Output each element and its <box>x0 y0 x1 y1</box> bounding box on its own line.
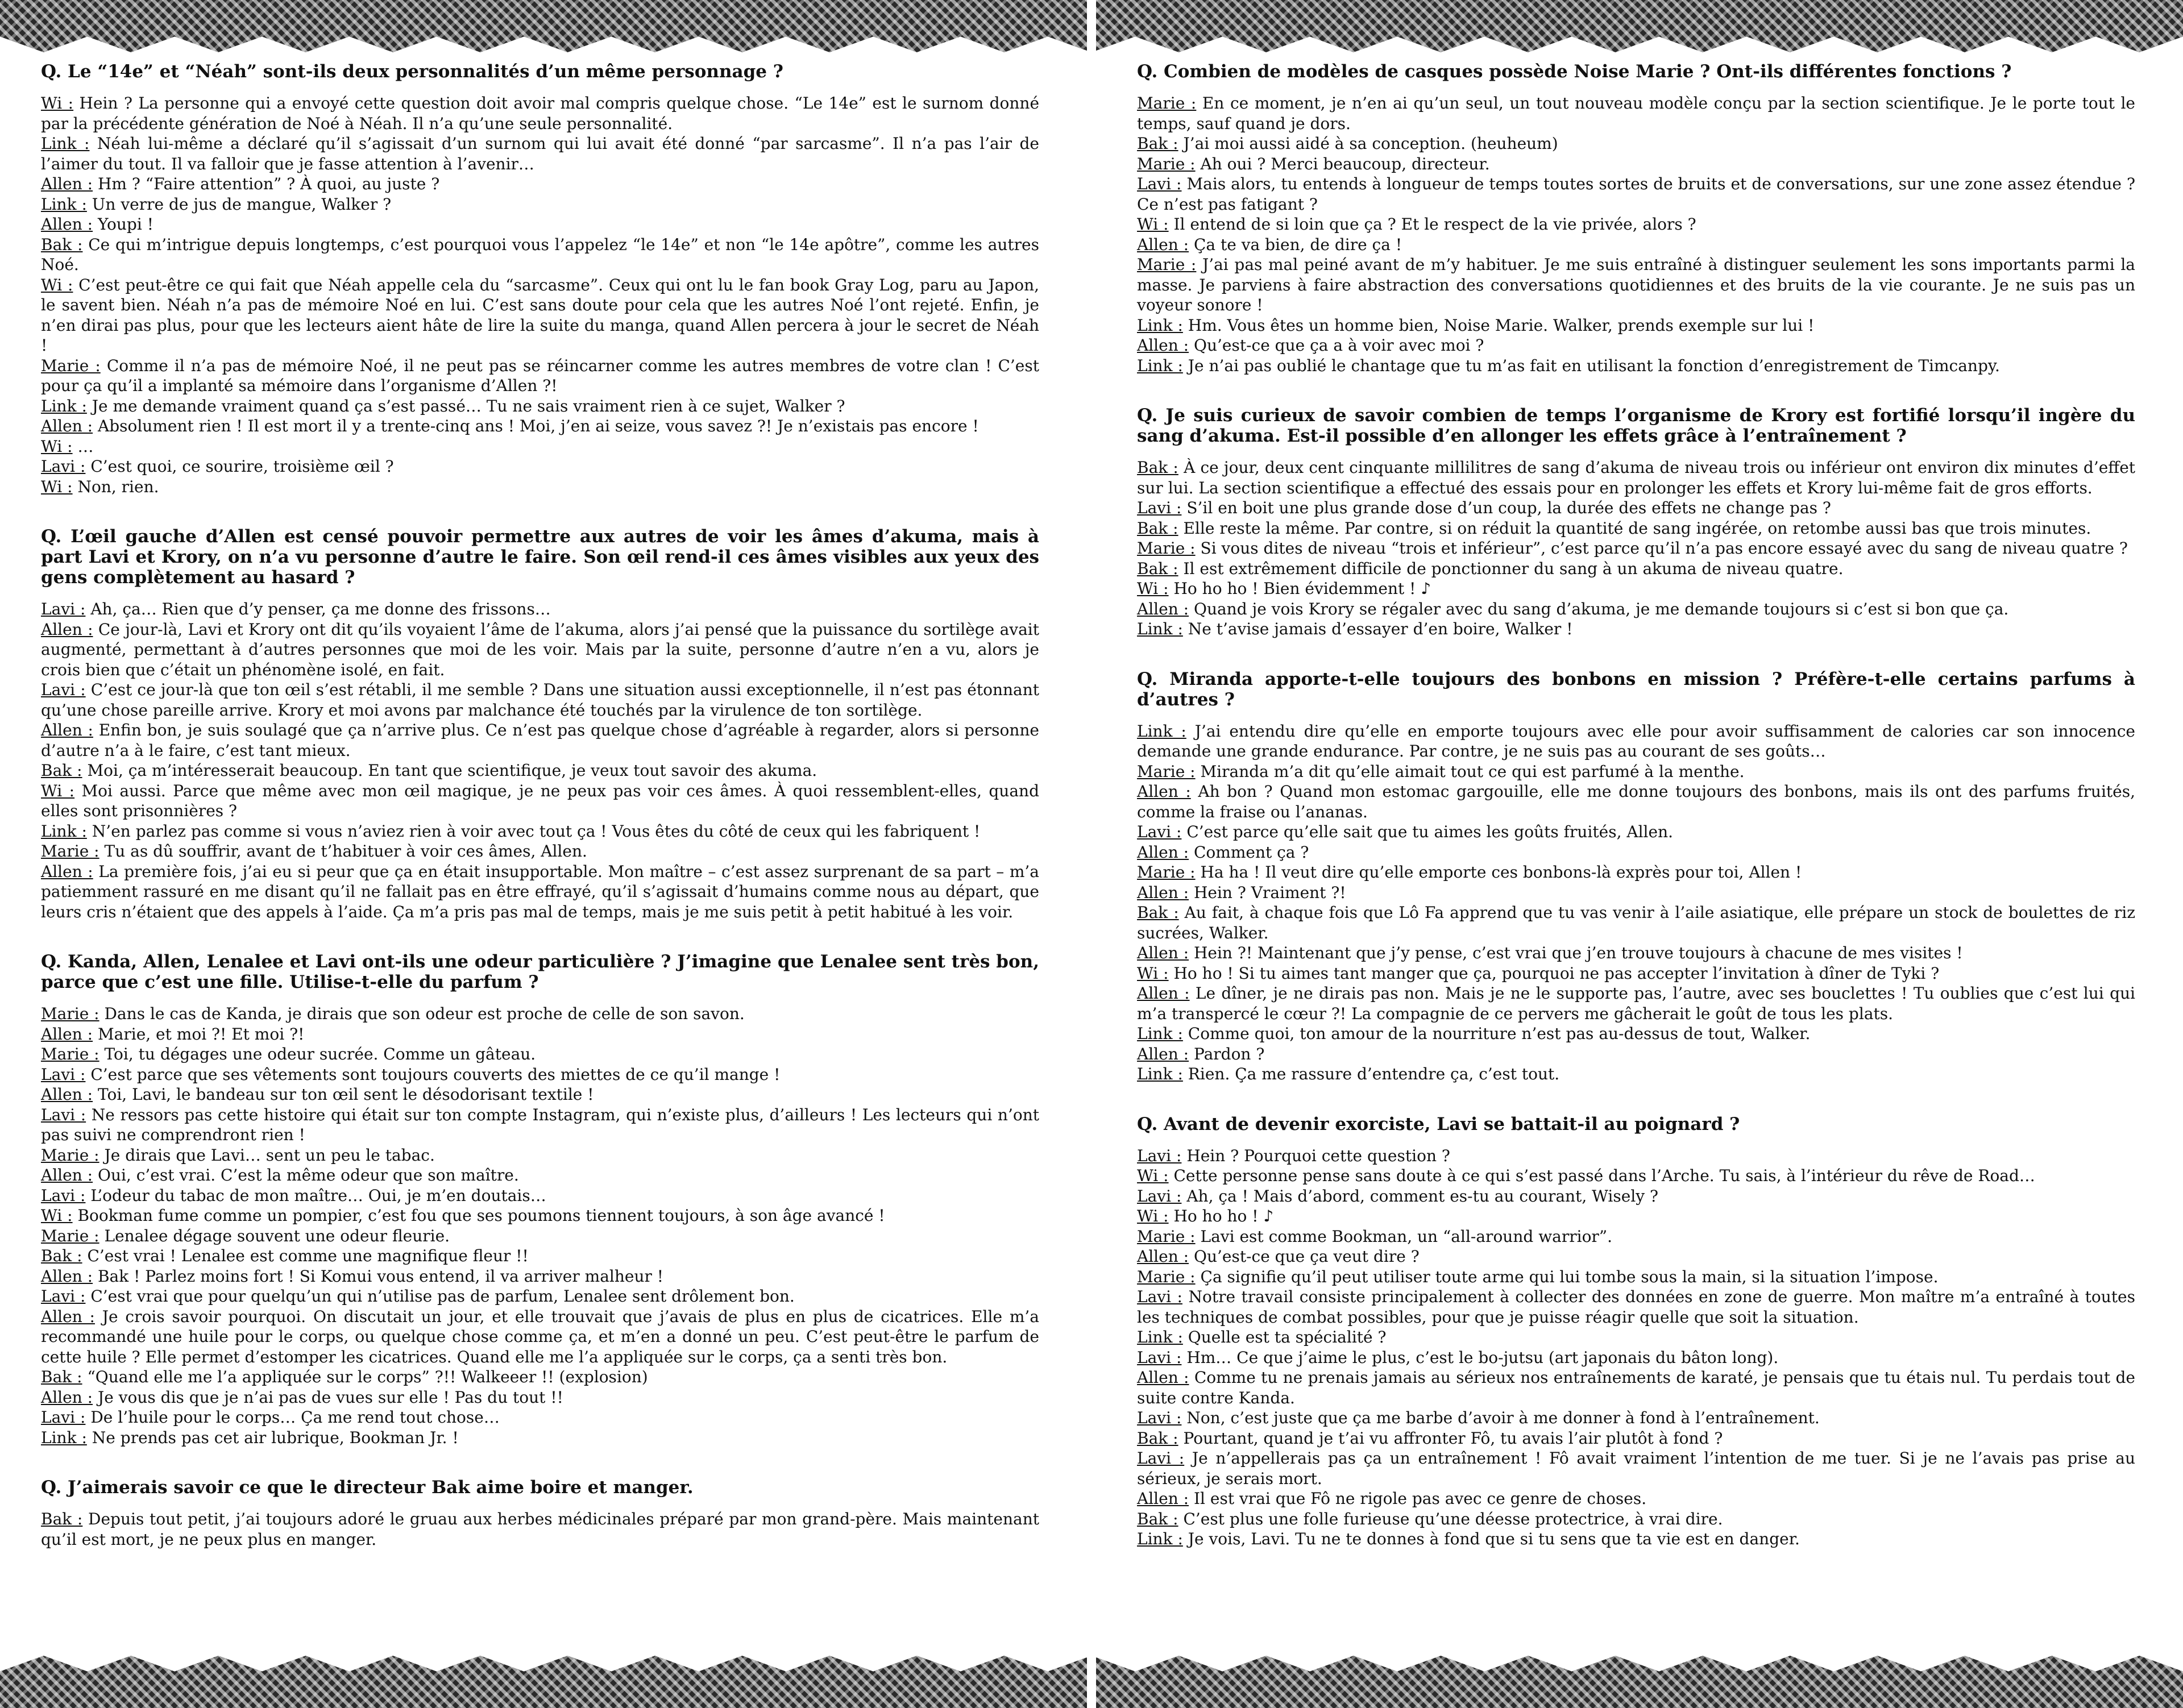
dialogue-line <box>41 1186 1039 1206</box>
speaker-name: Allen : <box>41 174 93 193</box>
speaker-name: Bak : <box>41 1246 82 1265</box>
dialogue-line <box>41 1428 1039 1448</box>
dialogue-line <box>1137 579 2135 599</box>
speaker-name: Wi : <box>1137 1166 1169 1185</box>
left-column <box>41 61 1039 1579</box>
speaker-name: Lavi : <box>1137 498 1182 517</box>
speaker-name: Marie : <box>1137 255 1197 274</box>
dialogue-text: Je me demande vraiment quand ça s’est passé… Tu ne sais vraiment rien à ce sujet, Walker ? <box>92 396 845 415</box>
dialogue-line <box>41 235 1039 275</box>
dialogue-line <box>1137 903 2135 943</box>
dialogue-line <box>1137 134 2135 154</box>
speaker-name: Marie : <box>41 1226 99 1245</box>
dialogue-line <box>41 781 1039 821</box>
dialogue-line <box>41 1105 1039 1145</box>
dialogue-text: Je dirais que Lavi… sent un peu le tabac. <box>104 1145 435 1165</box>
dialogue-text: Tu as dû souffrir, avant de t’habituer à voir ces âmes, Allen. <box>104 842 587 861</box>
speaker-name: Link : <box>41 1428 87 1447</box>
dialogue-line <box>1137 883 2135 903</box>
speaker-name: Marie : <box>1137 863 1196 882</box>
dialogue-text: Hm… Ce que j’aime le plus, c’est le bo-jutsu (art japonais du bâton long). <box>1186 1348 1779 1367</box>
speaker-name: Lavi : <box>41 680 86 699</box>
speaker-name: Lavi : <box>41 1287 86 1306</box>
speaker-name: Bak : <box>1137 458 1178 477</box>
speaker-name: Lavi : <box>1137 1449 1185 1468</box>
dialogue-line <box>41 599 1039 620</box>
dialogue-text: Quelle est ta spécialité ? <box>1188 1328 1387 1347</box>
dialogue-line <box>1137 1509 2135 1530</box>
speaker-name: Marie : <box>1137 1227 1196 1246</box>
dialogue-text: C’est vrai ! Lenalee est comme une magnifique fleur !! <box>87 1246 529 1265</box>
dialogue-line <box>41 680 1039 720</box>
dialogue-text: Rien. Ça me rassure d’entendre ça, c’est tout. <box>1188 1065 1560 1083</box>
dialogue-text: N’en parlez pas comme si vous n’aviez rien à voir avec tout ça ! Vous êtes du côté de ceux qui les fabriquent ! <box>92 821 981 841</box>
speaker-name: Allen : <box>1137 336 1189 355</box>
speaker-name: Link : <box>1137 721 1186 741</box>
speaker-name: Wi : <box>1137 579 1169 598</box>
dialogue-line <box>41 1206 1039 1226</box>
dialogue-line <box>41 396 1039 417</box>
dialogue-line <box>1137 963 2135 984</box>
dialogue-line <box>1137 1246 2135 1267</box>
dialogue-line <box>41 1266 1039 1287</box>
dialogue-text: Ho ho ho ! Bien évidemment ! ♪ <box>1173 579 1431 598</box>
qa-block <box>1137 405 2135 639</box>
speaker-name: Allen : <box>1137 842 1189 862</box>
dialogue-line <box>41 275 1039 356</box>
dialogue-line <box>41 1246 1039 1266</box>
dialogue-text: Si vous dites de niveau “trois et inférieur”, c’est parce qu’il n’a pas encore essayé avec du sang de niveau quatre ? <box>1200 539 2128 558</box>
speaker-name: Lavi : <box>1137 822 1182 841</box>
qa-block <box>1137 61 2135 376</box>
dialogue-text: Enfin bon, je suis soulagé que ça n’arrive plus. Ce n’est pas quelque chose d’agréable à regarder, alors si personne d’autre n’a à le faire, c’est tant mieux. <box>41 721 1040 760</box>
dialogue-text: C’est vrai que pour quelqu’un qui n’utilise pas de parfum, Lenalee sent drôlement bon. <box>90 1287 795 1306</box>
dialogue-text: Notre travail consiste principalement à collecter des données en zone de guerre. Mon maître m’a entraîné à toutes les techniques de combat possibles, pour que je puisse réagir quelle que soit la situation. <box>1137 1287 2135 1327</box>
speaker-name: Allen : <box>41 620 93 639</box>
dialogue-text: À ce jour, deux cent cinquante millilitres de sang d’akuma de niveau trois ou inférieur ont environ dix minutes d’effet sur lui. La section scientifique a effectué des essais pour en prolonger les effets et Krory lui-même fait de gros efforts. <box>1137 458 2136 497</box>
dialogue-text: En ce moment, je n’en ai qu’un seul, un tout nouveau modèle conçu par la section scientifique. Je le porte tout le temps, sauf quand je dors. <box>1137 94 2135 133</box>
question-heading: Q. Combien de modèles de casques possède Noise Marie ? Ont-ils différentes fonctions ? <box>1137 61 2012 82</box>
dialogue-text: Au fait, à chaque fois que Lô Fa apprend que tu vas venir à l’aile asiatique, elle prépare un stock de boulettes de riz sucrées, Walker. <box>1137 903 2135 942</box>
page-gutter <box>1087 0 1096 1708</box>
dialogue-line <box>41 720 1039 761</box>
dialogue-line <box>41 1407 1039 1428</box>
speaker-name: Marie : <box>1137 1267 1196 1286</box>
dialogue-text: Ne t’avise jamais d’essayer d’en boire, Walker ! <box>1188 620 1573 638</box>
dialogue-line <box>41 174 1039 194</box>
dialogue-line <box>1137 721 2135 762</box>
dialogue-line <box>1137 538 2135 559</box>
speaker-name: Allen : <box>1137 599 1189 618</box>
dialogue-line <box>41 356 1039 396</box>
dialogue-text: Hein ? Pourquoi cette question ? <box>1186 1146 1450 1165</box>
speaker-name: Allen : <box>41 1266 93 1286</box>
dialogue-line <box>1137 943 2135 963</box>
speaker-name: Marie : <box>1137 762 1196 781</box>
dialogue-text: Moi aussi. Parce que même avec mon œil magique, je ne peux pas voir ces âmes. À quoi ressemblent-elles, quand elles sont prisonnières ? <box>41 781 1039 820</box>
dialogue-text: Ah, ça… Rien que d’y penser, ça me donne des frissons… <box>90 600 551 618</box>
speaker-name: Bak : <box>1137 1428 1178 1448</box>
dialogue-line <box>41 437 1039 457</box>
speaker-name: Allen : <box>41 1387 93 1407</box>
dialogue-line <box>1137 1448 2135 1489</box>
dialogue-line <box>41 456 1039 477</box>
speaker-name: Link : <box>41 194 87 214</box>
speaker-name: Marie : <box>41 1145 99 1165</box>
speaker-name: Link : <box>41 821 87 841</box>
dialogue-text: S’il en boit une plus grande dose d’un coup, la durée des effets ne change pas ? <box>1186 498 1831 517</box>
speaker-name: Bak : <box>1137 134 1178 153</box>
dialogue-line <box>41 1044 1039 1065</box>
dialogue-line <box>41 821 1039 842</box>
dialogue-line <box>1137 1146 2135 1166</box>
speaker-name: Link : <box>1137 1065 1183 1083</box>
dialogue-text: Elle reste la même. Par contre, si on réduit la quantité de sang ingérée, on retombe aussi bas que trois minutes. <box>1183 518 2091 538</box>
dialogue-text: Hein ? La personne qui a envoyé cette question doit avoir mal compris quelque chose. “Le 14e” est le surnom donné par la précédente génération de Noé à Néah. Il n’a qu’une seule personnalité. <box>41 94 1040 133</box>
dialogue-line <box>1137 1064 2135 1084</box>
speaker-name: Lavi : <box>1137 1146 1182 1165</box>
dialogue-text: Ne ressors pas cette histoire qui était sur ton compte Instagram, qui n’existe plus, d’ailleurs ! Les lecteurs qui n’ont pas suivi ne comprendront rien ! <box>41 1105 1039 1144</box>
dialogue-line <box>1137 782 2135 822</box>
qa-block <box>41 61 1039 497</box>
dialogue-text: Ho ho ho ! ♪ <box>1173 1207 1274 1225</box>
qa-block <box>41 526 1039 922</box>
dialogue-line <box>1137 1489 2135 1509</box>
dialogue-text: Depuis tout petit, j’ai toujours adoré le gruau aux herbes médicinales préparé par mon grand-père. Mais maintenant qu’il est mort, je ne peux plus en manger. <box>41 1510 1039 1549</box>
dialogue-line <box>1137 518 2135 539</box>
dialogue-text: Je n’appellerais pas ça un entraînement ! Fô avait vraiment l’intention de me tuer. Si je ne l’avais pas prise au sérieux, je serais mort. <box>1137 1449 2135 1488</box>
dialogue-line <box>1137 1327 2135 1348</box>
dialogue-text: Lavi est comme Bookman, un “all-around warrior”. <box>1200 1227 1613 1246</box>
dialogue-line <box>41 477 1039 497</box>
speaker-name: Lavi : <box>1137 1287 1182 1306</box>
speaker-name: Allen : <box>41 417 93 435</box>
speaker-name: Allen : <box>41 1307 95 1326</box>
qa-block <box>1137 1114 2135 1549</box>
speaker-name: Allen : <box>41 215 93 234</box>
speaker-name: Marie : <box>41 1004 99 1023</box>
dialogue-line <box>1137 1227 2135 1247</box>
dialogue-line <box>1137 154 2135 174</box>
dialogue-line <box>1137 1368 2135 1408</box>
dialogue-line <box>1137 458 2135 498</box>
speaker-name: Lavi : <box>1137 1408 1182 1427</box>
dialogue-text: Ça te va bien, de dire ça ! <box>1193 235 1402 254</box>
speaker-name: Allen : <box>1137 944 1189 962</box>
dialogue-text: Il est vrai que Fô ne rigole pas avec ce genre de choses. <box>1193 1489 1647 1508</box>
dialogue-line <box>41 1367 1039 1387</box>
dialogue-line <box>1137 1267 2135 1287</box>
question-heading: Q. L’œil gauche d’Allen est censé pouvoir permettre aux autres de voir les âmes d’akuma, mais à part Lavi et Krory, on n’a vu personne d’autre le faire. Son œil rend-il ces âmes visibles aux yeux des gens complètement au hasard ? <box>41 526 1039 588</box>
dialogue-text: Ça signifie qu’il peut utiliser toute arme qui lui tombe sous la main, si la situation l’impose. <box>1200 1267 1939 1286</box>
dialogue-line <box>1137 235 2135 255</box>
speaker-name: Marie : <box>1137 539 1196 558</box>
dialogue-text: C’est parce que ses vêtements sont toujours couverts des miettes de ce qu’il mange ! <box>90 1065 781 1084</box>
dialogue-line <box>1137 498 2135 518</box>
dialogue-line <box>1137 1348 2135 1368</box>
dialogue-line <box>41 1084 1039 1105</box>
speaker-name: Allen : <box>1137 883 1189 902</box>
dialogue-text: Comme il n’a pas de mémoire Noé, il ne peut pas se réincarner comme les autres membres de votre clan ! C’est pour ça qu’il a implanté sa mémoire dans l’organisme d’Allen ?! <box>41 356 1039 395</box>
dialogue-text: Qu’est-ce que ça veut dire ? <box>1193 1247 1420 1266</box>
speaker-name: Allen : <box>1137 1044 1189 1063</box>
speaker-name: Lavi : <box>1137 1186 1182 1206</box>
speaker-name: Allen : <box>1137 235 1189 254</box>
dialogue-line <box>1137 822 2135 842</box>
dialogue-text: Non, rien. <box>77 477 159 496</box>
speaker-name: Marie : <box>41 842 99 861</box>
speaker-name: Marie : <box>1137 154 1196 173</box>
dialogue-line <box>1137 599 2135 620</box>
dialogue-line <box>41 214 1039 235</box>
dialogue-line <box>1137 1428 2135 1449</box>
dialogue-text: Il entend de si loin que ça ? Et le respect de la vie privée, alors ? <box>1173 215 1696 234</box>
speaker-name: Allen : <box>1137 1247 1189 1266</box>
dialogue-line <box>41 620 1039 680</box>
dialogue-text: Marie, et moi ?! Et moi ?! <box>97 1024 305 1044</box>
speaker-name: Bak : <box>41 1368 82 1386</box>
dialogue-text: L’odeur du tabac de mon maître… Oui, je m’en doutais… <box>90 1186 546 1205</box>
dialogue-text: Je vous dis que je n’ai pas de vues sur elle ! Pas du tout !! <box>97 1387 563 1407</box>
speaker-name: Link : <box>1137 1328 1183 1347</box>
speaker-name: Allen : <box>1137 782 1191 801</box>
speaker-name: Allen : <box>1137 1489 1189 1508</box>
dialogue-text: C’est peut-être ce qui fait que Néah appelle cela du “sarcasme”. Ceux qui ont lu le fan book Gray Log, paru au Japon, le savent bien. Néah n’a pas de mémoire Noé en lui. C’est sans doute pour cela que les autres Noé l’ont rejeté. Enfin, je n’en dirai pas plus, pour que les lecteurs aient hâte de lire la suite du manga, quand Allen percera à jour le secret de Néah ! <box>41 275 1040 355</box>
speaker-name: Lavi : <box>41 1186 86 1205</box>
dialogue-line <box>41 761 1039 781</box>
dialogue-line <box>1137 983 2135 1024</box>
speaker-name: Bak : <box>41 235 83 254</box>
dialogue-text: Non, c’est juste que ça me barbe d’avoir à me donner à fond à l’entraînement. <box>1186 1408 1820 1427</box>
question-heading: Q. Miranda apporte-t-elle toujours des bonbons en mission ? Préfère-t-elle certains parfums à d’autres ? <box>1137 668 2135 710</box>
question-heading: Q. Avant de devenir exorciste, Lavi se battait-il au poignard ? <box>1137 1113 1740 1134</box>
speaker-name: Bak : <box>1137 1509 1178 1528</box>
dialogue-line <box>41 1286 1039 1307</box>
speaker-name: Allen : <box>41 1085 93 1104</box>
dialogue-text: Mais alors, tu entends à longueur de temps toutes sortes de bruits et de conversations, sur une zone assez étendue ? Ce n’est pas fatigant ? <box>1137 174 2135 214</box>
dialogue-line <box>41 1387 1039 1408</box>
speaker-name: Bak : <box>1137 518 1178 538</box>
dialogue-text: Absolument rien ! Il est mort il y a trente-cinq ans ! Moi, j’en ai seize, vous savez ?! Je n’existais pas encore ! <box>97 417 979 435</box>
speaker-name: Lavi : <box>41 600 86 618</box>
dialogue-line <box>1137 1186 2135 1207</box>
speaker-name: Link : <box>1137 1024 1183 1043</box>
speaker-name: Lavi : <box>41 1408 86 1427</box>
dialogue-text: Ce qui m’intrigue depuis longtemps, c’est pourquoi vous l’appelez “le 14e” et non “le 14e apôtre”, comme les autres Noé. <box>41 235 1039 274</box>
speaker-name: Link : <box>41 134 90 153</box>
speaker-name: Wi : <box>41 781 75 800</box>
speaker-name: Allen : <box>41 721 93 739</box>
dialogue-line <box>1137 1024 2135 1044</box>
speaker-name: Lavi : <box>1137 174 1182 193</box>
dialogue-text: Toi, tu dégages une odeur sucrée. Comme un gâteau. <box>104 1045 536 1063</box>
qa-block <box>1137 669 2135 1084</box>
dialogue-line <box>1137 255 2135 315</box>
question-heading: Q. Kanda, Allen, Lenalee et Lavi ont-ils une odeur particulière ? J’imagine que Lenalee sent très bon, parce que c’est une fille. Utilise-t-elle du parfum ? <box>41 951 1039 992</box>
dialogue-text: Je vois, Lavi. Tu ne te donnes à fond que si tu sens que ta vie est en danger. <box>1188 1530 1800 1548</box>
qa-block <box>41 1477 1039 1549</box>
dialogue-text: C’est quoi, ce sourire, troisième œil ? <box>90 457 394 476</box>
dialogue-line <box>1137 1287 2135 1327</box>
dialogue-line <box>1137 356 2135 376</box>
dialogue-line <box>41 93 1039 134</box>
speaker-name: Wi : <box>1137 963 1169 983</box>
dialogue-text: … <box>77 437 94 456</box>
dialogue-text: Bak ! Parlez moins fort ! Si Komui vous entend, il va arriver malheur ! <box>97 1266 664 1286</box>
dialogue-line <box>1137 315 2135 336</box>
dialogue-line <box>41 134 1039 174</box>
dialogue-text: Ce jour-là, Lavi et Krory ont dit qu’ils voyaient l’âme de l’akuma, alors j’ai pensé que la puissance du sortilège avait augmenté, permettant à d’autres personnes que moi de les voir. Mais par la suite, personne d’autre n’en a vu, alors je crois bien que c’était un phénomène isolé, en fait. <box>41 620 1040 679</box>
dialogue-line <box>41 194 1039 215</box>
dialogue-line <box>1137 619 2135 639</box>
speaker-name: Bak : <box>41 761 82 780</box>
dialogue-line <box>41 1509 1039 1549</box>
speaker-name: Link : <box>1137 1530 1183 1548</box>
dialogue-text: C’est parce qu’elle sait que tu aimes les goûts fruités, Allen. <box>1186 822 1674 841</box>
dialogue-text: Comme tu ne prenais jamais au sérieux nos entraînements de karaté, je pensais que tu étais nul. Tu perdais tout de suite contre Kanda. <box>1137 1368 2136 1407</box>
dialogue-text: Hm ? “Faire attention” ? À quoi, au juste ? <box>97 174 440 193</box>
dialogue-line <box>1137 559 2135 579</box>
dialogue-line <box>1137 1408 2135 1428</box>
dialogue-line <box>1137 762 2135 782</box>
dialogue-text: Ah oui ? Merci beaucoup, directeur. <box>1200 154 1490 173</box>
dialogue-text: Toi, Lavi, le bandeau sur ton œil sent le désodorisant textile ! <box>97 1085 594 1104</box>
speaker-name: Wi : <box>41 94 74 113</box>
speaker-name: Lavi : <box>41 457 86 476</box>
dialogue-text: Comment ça ? <box>1193 842 1309 862</box>
dialogue-text: La première fois, j’ai eu si peur que ça en était insupportable. Mon maître – c’est assez surprenant de sa part – m’a patiemment rassuré en me disant qu’il ne fallait pas en être effrayé, qu’il s’agissait d’humains comme nous au départ, que leurs cris n’étaient que des appels à l’aide. Ça m’a pris pas mal de temps, mais je me suis petit à petit habitué à les voir. <box>41 862 1039 921</box>
speaker-name: Link : <box>1137 356 1183 375</box>
dialogue-line <box>41 1024 1039 1045</box>
dialogue-line <box>1137 93 2135 134</box>
speaker-name: Wi : <box>41 477 73 496</box>
dialogue-text: Lenalee dégage souvent une odeur fleurie. <box>104 1226 450 1245</box>
dialogue-text: Je n’ai pas oublié le chantage que tu m’as fait en utilisant la fonction d’enregistrement de Timcanpy. <box>1188 356 2000 375</box>
speaker-name: Marie : <box>1137 94 1197 113</box>
dialogue-line <box>41 1065 1039 1085</box>
speaker-name: Allen : <box>41 1024 93 1044</box>
dialogue-line <box>1137 335 2135 356</box>
speaker-name: Link : <box>1137 620 1183 638</box>
question-heading: Q. J’aimerais savoir ce que le directeur Bak aime boire et manger. <box>41 1477 694 1498</box>
dialogue-line <box>41 1307 1039 1368</box>
dialogue-line <box>1137 1166 2135 1186</box>
speaker-name: Wi : <box>1137 1207 1169 1225</box>
dialogue-line <box>1137 174 2135 214</box>
speaker-name: Link : <box>41 396 87 415</box>
dialogue-text: Ha ha ! Il veut dire qu’elle emporte ces bonbons-là exprès pour toi, Allen ! <box>1200 863 1802 882</box>
speaker-name: Lavi : <box>41 1105 86 1124</box>
dialogue-text: Cette personne pense sans doute à ce qui s’est passé dans l’Arche. Tu sais, à l’intérieur du rêve de Road… <box>1173 1166 2035 1185</box>
dialogue-text: Ah bon ? Quand mon estomac gargouille, elle me donne toujours des bonbons, mais ils ont des parfums fruités, comme la fraise ou l’ananas. <box>1137 782 2135 821</box>
speaker-name: Marie : <box>41 356 101 375</box>
dialogue-text: Un verre de jus de mangue, Walker ? <box>92 194 392 214</box>
dialogue-text: Oui, c’est vrai. C’est la même odeur que son maître. <box>97 1166 519 1185</box>
dialogue-text: Hm. Vous êtes un homme bien, Noise Marie. Walker, prends exemple sur lui ! <box>1188 315 1815 335</box>
dialogue-line <box>41 1226 1039 1246</box>
dialogue-line <box>41 1145 1039 1166</box>
dialogue-line <box>41 1004 1039 1024</box>
dialogue-text: Qu’est-ce que ça a à voir avec moi ? <box>1193 336 1484 355</box>
speaker-name: Bak : <box>1137 559 1178 578</box>
dialogue-line <box>41 1165 1039 1186</box>
dialogue-text: Miranda m’a dit qu’elle aimait tout ce qui est parfumé à la menthe. <box>1200 762 1745 781</box>
dialogue-text: Youpi ! <box>97 215 153 234</box>
dialogue-text: Ho ho ! Si tu aimes tant manger que ça, pourquoi ne pas accepter l’invitation à dîner de Tyki ? <box>1173 963 1940 983</box>
dialogue-line <box>1137 1206 2135 1227</box>
speaker-name: Wi : <box>1137 215 1169 234</box>
dialogue-line <box>41 841 1039 862</box>
dialogue-text: J’ai entendu dire qu’elle en emporte toujours avec elle pour avoir suffisamment de calories car son innocence demande une grande endurance. Par contre, je ne suis pas au courant de ses goûts… <box>1137 721 2135 761</box>
dialogue-line <box>1137 862 2135 883</box>
dialogue-text: Il est extrêmement difficile de ponctionner du sang à un akuma de niveau quatre. <box>1183 559 1844 578</box>
dialogue-line <box>41 862 1039 922</box>
dialogue-text: J’ai pas mal peiné avant de m’y habituer. Je me suis entraîné à distinguer seulement les sons importants parmi la masse. Je parviens à faire abstraction des conversations quotidiennes et des bruits de la vie courante. Je ne suis pas un voyeur sonore ! <box>1137 255 2135 314</box>
speaker-name: Allen : <box>41 862 93 881</box>
question-heading: Q. Le “14e” et “Néah” sont-ils deux personnalités d’un même personnage ? <box>41 61 783 82</box>
dialogue-text: Hein ? Vraiment ?! <box>1193 883 1346 902</box>
speaker-name: Wi : <box>41 437 73 456</box>
question-heading: Q. Je suis curieux de savoir combien de temps l’organisme de Krory est fortifié lorsqu’il ingère du sang d’akuma. Est-il possible d’en allonger les effets grâce à l’entraînement ? <box>1137 405 2135 446</box>
speaker-name: Lavi : <box>41 1065 86 1084</box>
dialogue-text: C’est ce jour-là que ton œil s’est rétabli, il me semble ? Dans une situation aussi exceptionnelle, il n’est pas étonnant qu’une chose pareille arrive. Krory et moi avons par malchance été touchés par la virulence de ton sortilège. <box>41 680 1039 720</box>
speaker-name: Bak : <box>41 1510 83 1528</box>
dialogue-text: Comme quoi, ton amour de la nourriture n’est pas au-dessus de tout, Walker. <box>1188 1024 1811 1043</box>
right-column <box>1137 61 2135 1579</box>
speaker-name: Lavi : <box>1137 1348 1182 1367</box>
dialogue-text: De l’huile pour le corps… Ça me rend tout chose… <box>90 1408 500 1427</box>
speaker-name: Wi : <box>41 1206 73 1225</box>
dialogue-text: “Quand elle me l’a appliquée sur le corps” ?!! Walkeeer !! (explosion) <box>87 1368 648 1386</box>
speaker-name: Allen : <box>1137 984 1190 1003</box>
dialogue-line <box>1137 214 2135 235</box>
dialogue-text: Pourtant, quand je t’ai vu affronter Fô, tu avais l’air plutôt à fond ? <box>1183 1428 1723 1448</box>
dialogue-text: Quand je vois Krory se régaler avec du sang d’akuma, je me demande toujours si c’est si bon que ça. <box>1193 599 2009 618</box>
dialogue-text: Hein ?! Maintenant que j’y pense, c’est vrai que j’en trouve toujours à chacune de mes visites ! <box>1193 944 1963 962</box>
speaker-name: Wi : <box>41 275 73 294</box>
speaker-name: Link : <box>1137 315 1183 335</box>
dialogue-text: Dans le cas de Kanda, je dirais que son odeur est proche de celle de son savon. <box>104 1004 745 1023</box>
qa-block <box>41 951 1039 1448</box>
dialogue-text: Je crois savoir pourquoi. On discutait un jour, et elle trouvait que j’avais de plus en plus de cicatrices. Elle m’a recommandé une huile pour le corps, ou quelque chose comme ça, et m’en a donné un peu. C’est peut-être le parfum de cette huile ? Elle permet d’estomper les cicatrices. Quand elle me l’a appliquée sur le corps, ça a senti très bon. <box>41 1307 1039 1366</box>
dialogue-line <box>41 416 1039 437</box>
dialogue-text: Néah lui-même a déclaré qu’il s’agissait d’un surnom qui lui avait été donné “par sarcasme”. Il n’a pas l’air de l’aimer du tout. Il va falloir que je fasse attention à l’avenir… <box>41 134 1039 173</box>
dialogue-text: J’ai moi aussi aidé à sa conception. (heuheum) <box>1183 134 1558 153</box>
dialogue-line <box>1137 1044 2135 1065</box>
dialogue-text: Ah, ça ! Mais d’abord, comment es-tu au courant, Wisely ? <box>1186 1186 1659 1206</box>
speaker-name: Bak : <box>1137 903 1179 922</box>
speaker-name: Allen : <box>41 1166 93 1185</box>
dialogue-text: Le dîner, je ne dirais pas non. Mais je ne le supporte pas, l’autre, avec ses bouclettes ! Tu oublies que c’est lui qui m’a transpercé le cœur ?! La compagnie de ce pervers me gâcherait le goût de tous les plats. <box>1137 984 2136 1023</box>
dialogue-line <box>1137 1529 2135 1549</box>
dialogue-text: Ne prends pas cet air lubrique, Bookman Jr. ! <box>92 1428 459 1447</box>
dialogue-text: Bookman fume comme un pompier, c’est fou que ses poumons tiennent toujours, à son âge avancé ! <box>77 1206 885 1225</box>
dialogue-text: Moi, ça m’intéresserait beaucoup. En tant que scientifique, je veux tout savoir des akuma. <box>87 761 817 780</box>
dialogue-text: Pardon ? <box>1193 1044 1265 1063</box>
speaker-name: Allen : <box>1137 1368 1189 1387</box>
speaker-name: Marie : <box>41 1045 99 1063</box>
dialogue-text: C’est plus une folle furieuse qu’une déesse protectrice, à vrai dire. <box>1183 1509 1723 1528</box>
dialogue-line <box>1137 842 2135 863</box>
